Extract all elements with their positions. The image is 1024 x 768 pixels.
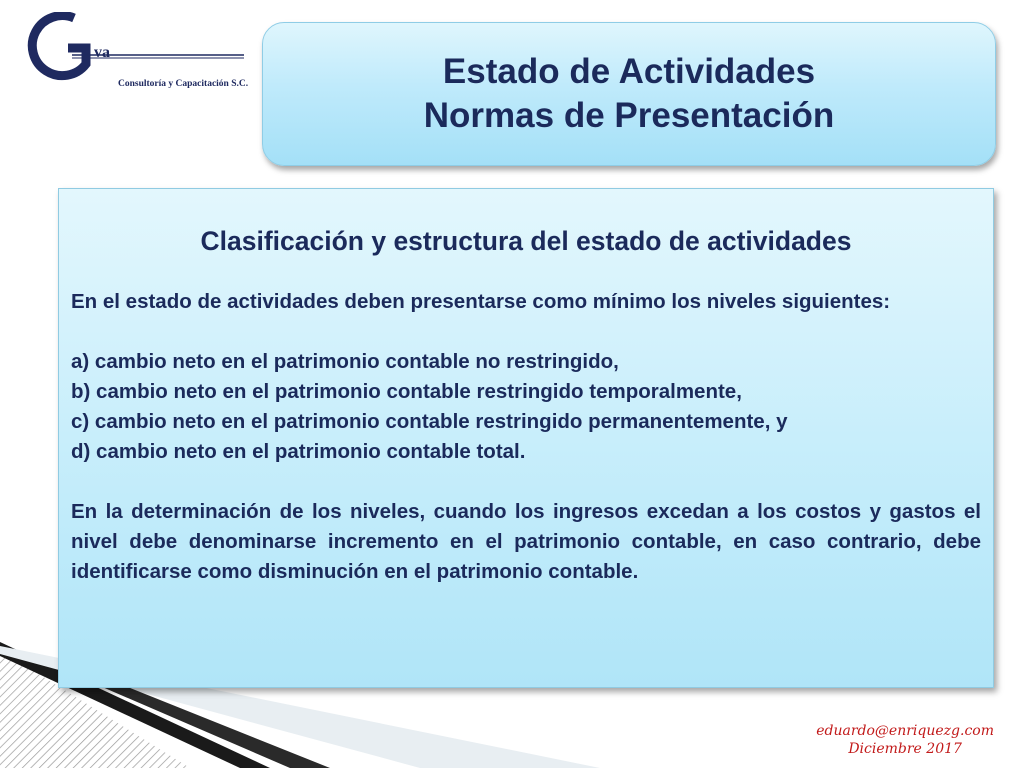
title-line-1: Estado de Actividades (442, 52, 816, 91)
list-item-c: c) cambio neto en el patrimonio contable restringido permanentemente, y (71, 410, 788, 433)
title-box (262, 22, 996, 166)
intro-paragraph: En el estado de actividades deben presentarse como mínimo los niveles siguientes: (71, 290, 891, 313)
footer-date: Diciembre 2017 (848, 741, 962, 757)
spacer (71, 467, 981, 497)
gva-logo-icon (22, 12, 252, 84)
list-item-a: a) cambio neto en el patrimonio contable no restringido, (71, 350, 619, 373)
closing-paragraph: En la determinación de los niveles, cuando los ingresos excedan a los costos y gastos el nivel debe denominarse incremento en el patrimonio contable, en caso contrario, debe identificarse como disminución en el patrimonio contable. (71, 500, 981, 583)
section-subtitle: Clasificación y estructura del estado de actividades (200, 226, 852, 256)
list-item-b: b) cambio neto en el patrimonio contable restringido temporalmente, (71, 380, 742, 403)
company-logo (22, 12, 252, 89)
content-box (58, 188, 994, 688)
list-item-d: d) cambio neto en el patrimonio contable total. (71, 440, 526, 463)
title-line-2: Normas de Presentación (423, 96, 835, 135)
footer (816, 722, 994, 758)
footer-email: eduardo@enriquezg.com (816, 723, 994, 739)
logo-tagline: Consultoría y Capacitación S.C. (118, 79, 249, 89)
logo-letters: va (94, 44, 110, 61)
spacer (71, 317, 981, 347)
